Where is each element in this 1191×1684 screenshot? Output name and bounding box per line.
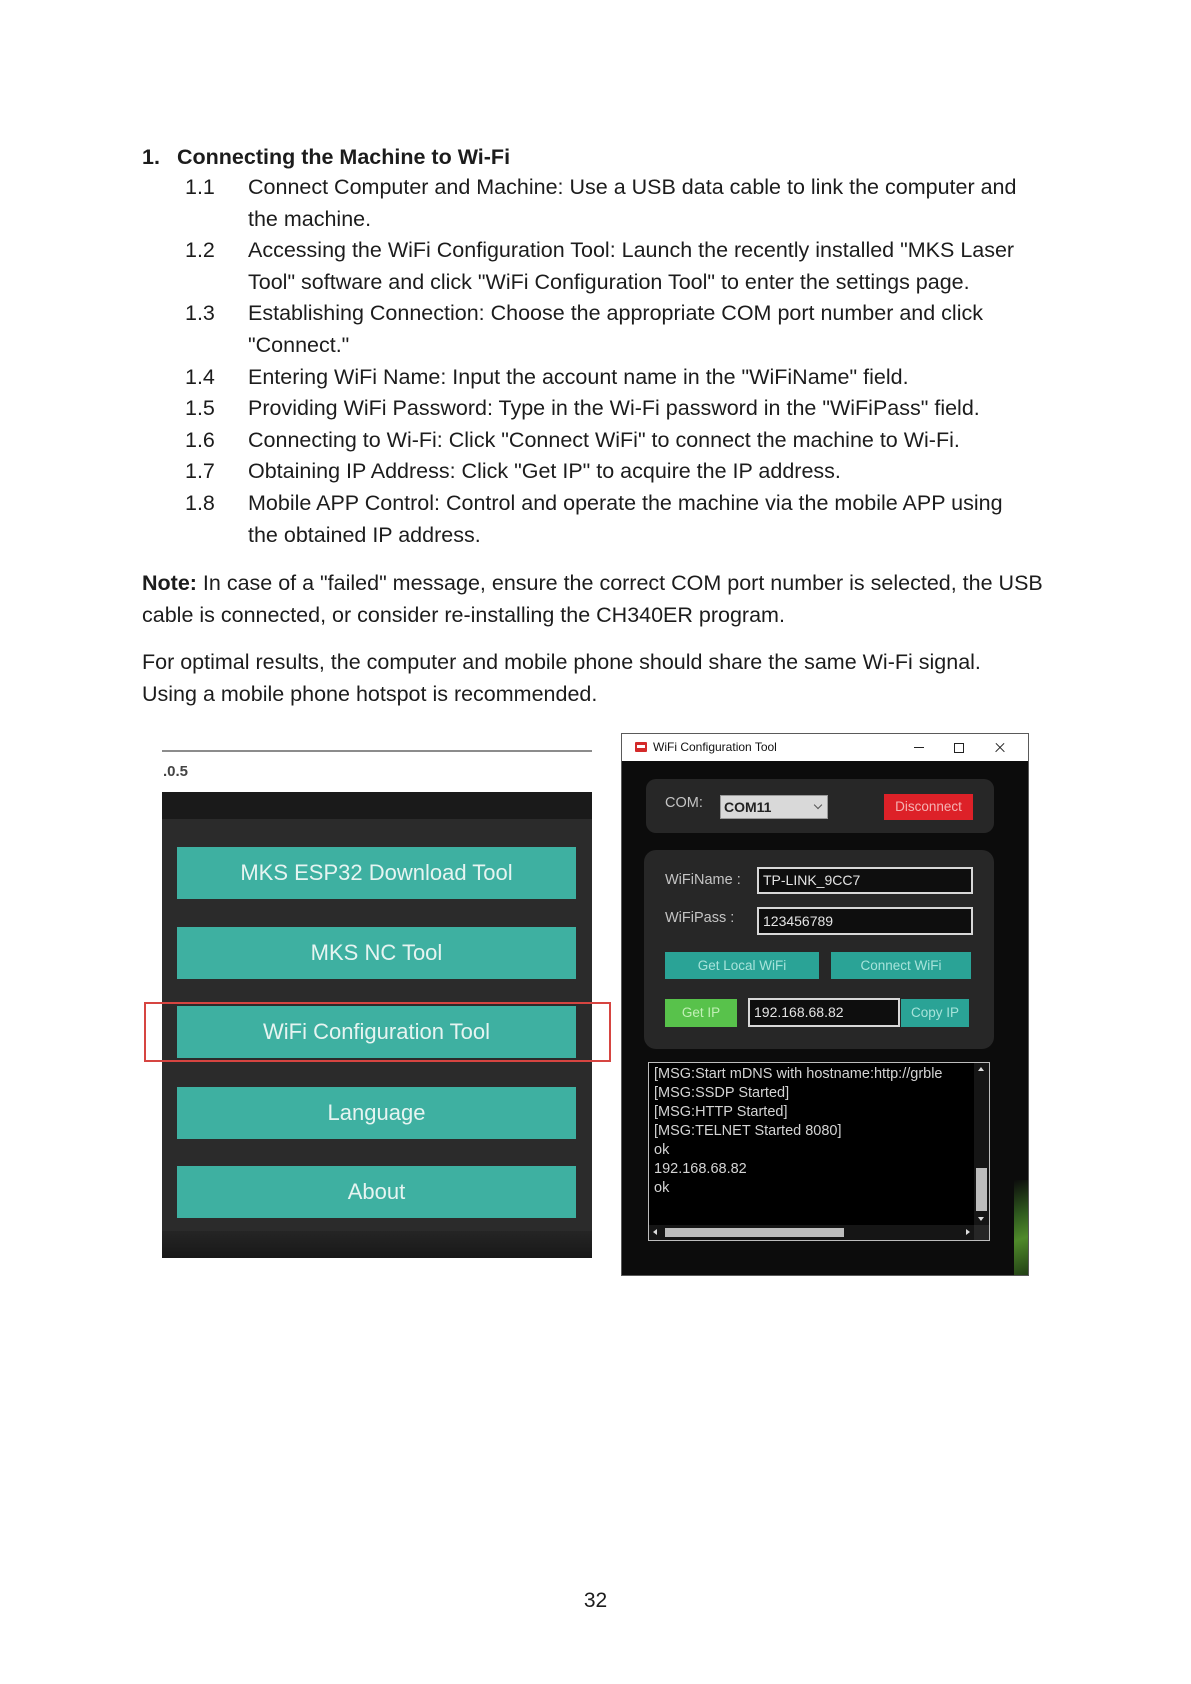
step-number: 1.4 [185, 364, 215, 389]
log-line: 192.168.68.82 [654, 1161, 747, 1177]
step-number: 1.7 [185, 459, 215, 484]
log-line: [MSG:TELNET Started 8080] [654, 1123, 842, 1139]
list-item [185, 362, 1028, 394]
step-number: 1.6 [185, 427, 215, 452]
copy-ip-button[interactable]: Copy IP [901, 999, 969, 1027]
step-text: Providing WiFi Password: Type in the Wi-Fi password in the "WiFiPass" field. [248, 396, 980, 421]
wifi-panel [644, 850, 994, 1049]
section-heading [142, 141, 510, 173]
step-number: 1.3 [185, 301, 215, 326]
wifi-name-label: WiFiName : [665, 872, 741, 888]
window-divider [162, 750, 592, 752]
wifi-name-input[interactable]: TP-LINK_9CC7 [757, 867, 973, 894]
about-button[interactable]: About [177, 1166, 576, 1218]
get-ip-button[interactable]: Get IP [665, 999, 737, 1027]
chevron-down-icon [814, 801, 822, 809]
vertical-scrollbar[interactable] [974, 1063, 989, 1225]
minimize-icon[interactable] [909, 738, 929, 758]
menu-top-band [162, 792, 592, 819]
com-port-value: COM11 [724, 799, 772, 815]
tip-paragraph: For optimal results, the computer and mobile phone should share the same Wi-Fi signal. Using a mobile phone hotspot is recommended. [142, 650, 981, 706]
list-item [185, 488, 1028, 551]
com-label: COM: [665, 795, 703, 811]
step-number: 1.8 [185, 490, 215, 515]
step-text: Connecting to Wi-Fi: Click "Connect WiFi" to connect the machine to Wi-Fi. [248, 427, 960, 452]
step-text: Entering WiFi Name: Input the account name in the "WiFiName" field. [248, 364, 909, 389]
log-line: [MSG:Start mDNS with hostname:http://grble [654, 1066, 943, 1082]
menu-bottom-band [162, 1231, 592, 1258]
list-item [185, 172, 1028, 235]
scroll-left-icon[interactable] [653, 1229, 657, 1235]
section-number: 1. [142, 145, 160, 169]
wifi-configuration-tool-button[interactable]: WiFi Configuration Tool [177, 1006, 576, 1058]
step-number: 1.2 [185, 238, 215, 263]
get-local-wifi-button[interactable]: Get Local WiFi [665, 952, 819, 979]
horizontal-scroll-thumb[interactable] [665, 1228, 844, 1237]
note-label: Note: [142, 571, 197, 595]
log-line: ok [654, 1180, 670, 1196]
list-item [185, 393, 1028, 425]
connect-wifi-button[interactable]: Connect WiFi [831, 952, 971, 979]
highlight-box [144, 1002, 611, 1062]
wifi-pass-label: WiFiPass : [665, 910, 735, 926]
step-number: 1.5 [185, 396, 215, 421]
list-item [185, 456, 1028, 488]
language-button[interactable]: Language [177, 1087, 576, 1139]
vertical-scroll-thumb[interactable] [976, 1168, 987, 1211]
steps-list [185, 172, 1028, 551]
page-number: 32 [583, 1589, 608, 1612]
close-icon[interactable] [990, 738, 1010, 758]
com-port-select[interactable] [720, 795, 828, 819]
log-line: [MSG:HTTP Started] [654, 1104, 788, 1120]
maximize-icon[interactable] [949, 738, 969, 758]
nc-tool-button[interactable]: MKS NC Tool [177, 927, 576, 979]
version-label: .0.5 [163, 763, 189, 780]
log-lines [654, 1065, 974, 1198]
wifi-configuration-window [621, 733, 1029, 1276]
step-text: Mobile APP Control: Control and operate the machine via the mobile APP using the obtained IP address. [248, 490, 1003, 547]
note-paragraph [142, 568, 1060, 631]
app-icon [635, 742, 647, 752]
note-text: In case of a "failed" message, ensure the correct COM port number is selected, the USB cable is connected, or consider re-installing the CH340ER program. [142, 571, 1043, 627]
com-panel [646, 779, 994, 833]
step-text: Obtaining IP Address: Click "Get IP" to acquire the IP address. [248, 459, 841, 484]
disconnect-button[interactable]: Disconnect [884, 794, 973, 820]
window-title: WiFi Configuration Tool [653, 740, 777, 754]
horizontal-scrollbar[interactable] [649, 1225, 974, 1240]
section-title: Connecting the Machine to Wi-Fi [177, 145, 511, 169]
desktop-background-fragment [1014, 1180, 1029, 1276]
title-bar[interactable] [622, 734, 1028, 761]
log-line: ok [654, 1142, 670, 1158]
step-text: Connect Computer and Machine: Use a USB data cable to link the computer and the machine. [248, 175, 1017, 231]
list-item [185, 235, 1028, 298]
step-text: Accessing the WiFi Configuration Tool: Launch the recently installed "MKS Laser Tool" software and click "WiFi Configuration Tool" to enter the settings page. [248, 238, 1015, 294]
log-line: [MSG:SSDP Started] [654, 1085, 790, 1101]
scroll-down-icon[interactable] [978, 1217, 984, 1221]
step-number: 1.1 [185, 175, 215, 199]
log-output[interactable] [648, 1062, 990, 1241]
list-item [185, 298, 1028, 361]
step-text: Establishing Connection: Choose the appropriate COM port number and click "Connect." [248, 301, 983, 357]
scrollbar-corner [974, 1225, 989, 1240]
ip-address-field[interactable]: 192.168.68.82 [748, 998, 900, 1027]
wifi-pass-input[interactable]: 123456789 [757, 907, 973, 935]
scroll-right-icon[interactable] [966, 1229, 970, 1235]
scroll-up-icon[interactable] [978, 1067, 984, 1071]
list-item [185, 425, 1028, 457]
esp32-download-tool-button[interactable]: MKS ESP32 Download Tool [177, 847, 576, 899]
